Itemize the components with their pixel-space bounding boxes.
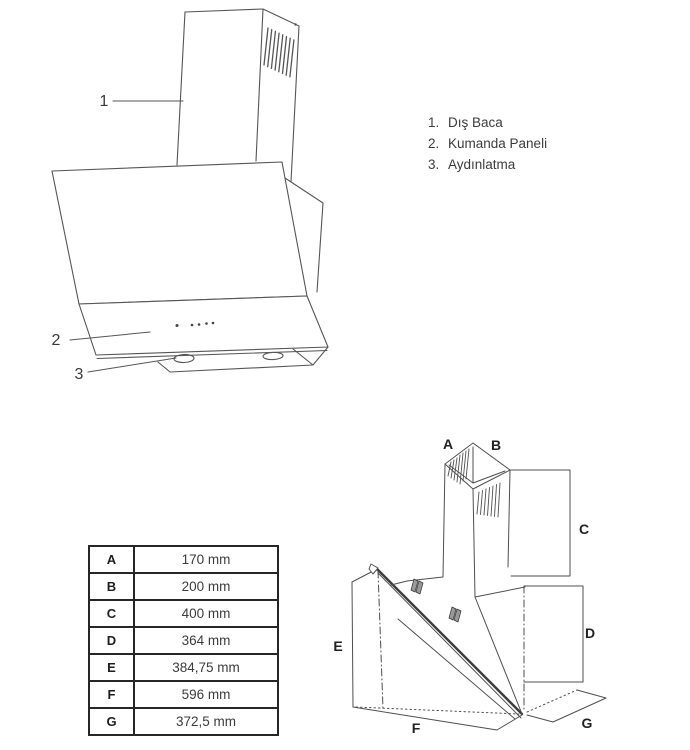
table-row bbox=[90, 680, 277, 707]
legend-label: Kumanda Paneli bbox=[448, 136, 548, 151]
control-strip bbox=[79, 296, 328, 355]
dim-box-c bbox=[510, 470, 570, 576]
hood-parts-figure bbox=[0, 0, 400, 400]
table-row bbox=[90, 572, 277, 599]
legend-item bbox=[428, 154, 547, 175]
legend-item bbox=[428, 112, 547, 133]
table-row bbox=[90, 707, 277, 734]
hood-dimensions-figure bbox=[330, 425, 690, 750]
dim-key: G bbox=[90, 709, 135, 734]
dim-label-c: C bbox=[578, 521, 590, 537]
glass-top-edge bbox=[377, 569, 522, 714]
legend-number: 2. bbox=[428, 136, 440, 151]
legend-item bbox=[428, 133, 547, 154]
duct-left-edge bbox=[443, 464, 445, 577]
table-row bbox=[90, 599, 277, 626]
chimney-duct bbox=[177, 9, 299, 182]
legend-number: 1. bbox=[428, 115, 440, 130]
dim-label-e: E bbox=[333, 638, 343, 654]
parts-legend bbox=[428, 112, 547, 175]
dim-label-d: D bbox=[584, 625, 596, 641]
dim-label-f: F bbox=[411, 720, 421, 736]
glass-panel bbox=[52, 162, 307, 304]
vent-slats bbox=[264, 28, 294, 77]
dim-key: A bbox=[90, 547, 135, 572]
e-vertical-edge bbox=[352, 582, 353, 707]
dim-key: E bbox=[90, 655, 135, 680]
lamp-right bbox=[263, 352, 283, 360]
legend-label: Aydınlatma bbox=[448, 157, 516, 172]
ground-piece bbox=[527, 690, 606, 722]
dim-value: 200 mm bbox=[181, 579, 231, 594]
dim-key: B bbox=[90, 574, 135, 599]
dimensions-table bbox=[88, 545, 279, 736]
body-right-front-edge bbox=[475, 597, 522, 714]
callout-2: 2 bbox=[51, 332, 61, 349]
dim-key: D bbox=[90, 628, 135, 653]
legend-number: 3. bbox=[428, 157, 440, 172]
glass-lower-edge bbox=[378, 573, 521, 718]
ground-piece-dotted bbox=[527, 690, 577, 712]
glass-inner-edge bbox=[398, 619, 515, 719]
right-fold bbox=[293, 347, 328, 365]
dim-value: 596 mm bbox=[181, 687, 231, 702]
dim-key: F bbox=[90, 682, 135, 707]
underside-edge bbox=[158, 362, 313, 372]
dim-label-b: B bbox=[490, 437, 502, 453]
duct-vent-slats bbox=[477, 483, 500, 517]
dim-key: C bbox=[90, 601, 135, 626]
dim-label-a: A bbox=[442, 436, 454, 452]
centerline-left bbox=[378, 571, 383, 709]
bottom-back-edge bbox=[356, 707, 519, 714]
callout-line-3 bbox=[88, 358, 176, 372]
chimney-front-left-edge bbox=[177, 12, 185, 165]
mounting-brackets bbox=[411, 579, 461, 622]
table-row bbox=[90, 547, 277, 572]
body-top-right-edge bbox=[475, 587, 525, 597]
table-row bbox=[90, 626, 277, 653]
dim-value: 372,5 mm bbox=[175, 714, 237, 729]
corner-mark bbox=[294, 23, 296, 25]
dim-value: 384,75 mm bbox=[172, 660, 240, 675]
dim-label-g: G bbox=[581, 715, 593, 731]
callout-3: 3 bbox=[74, 366, 84, 383]
dim-value: 400 mm bbox=[181, 606, 231, 621]
chimney-front-right-edge bbox=[256, 9, 263, 161]
duct-front-edge bbox=[473, 489, 475, 597]
dim-value: 170 mm bbox=[181, 552, 231, 567]
table-row bbox=[90, 653, 277, 680]
dim-value: 364 mm bbox=[181, 633, 231, 648]
legend-label: Dış Baca bbox=[448, 115, 503, 130]
dim-box-d bbox=[524, 586, 583, 682]
chimney-outline bbox=[185, 9, 299, 182]
callout-1: 1 bbox=[99, 93, 109, 110]
duct-right-edge bbox=[508, 470, 510, 567]
